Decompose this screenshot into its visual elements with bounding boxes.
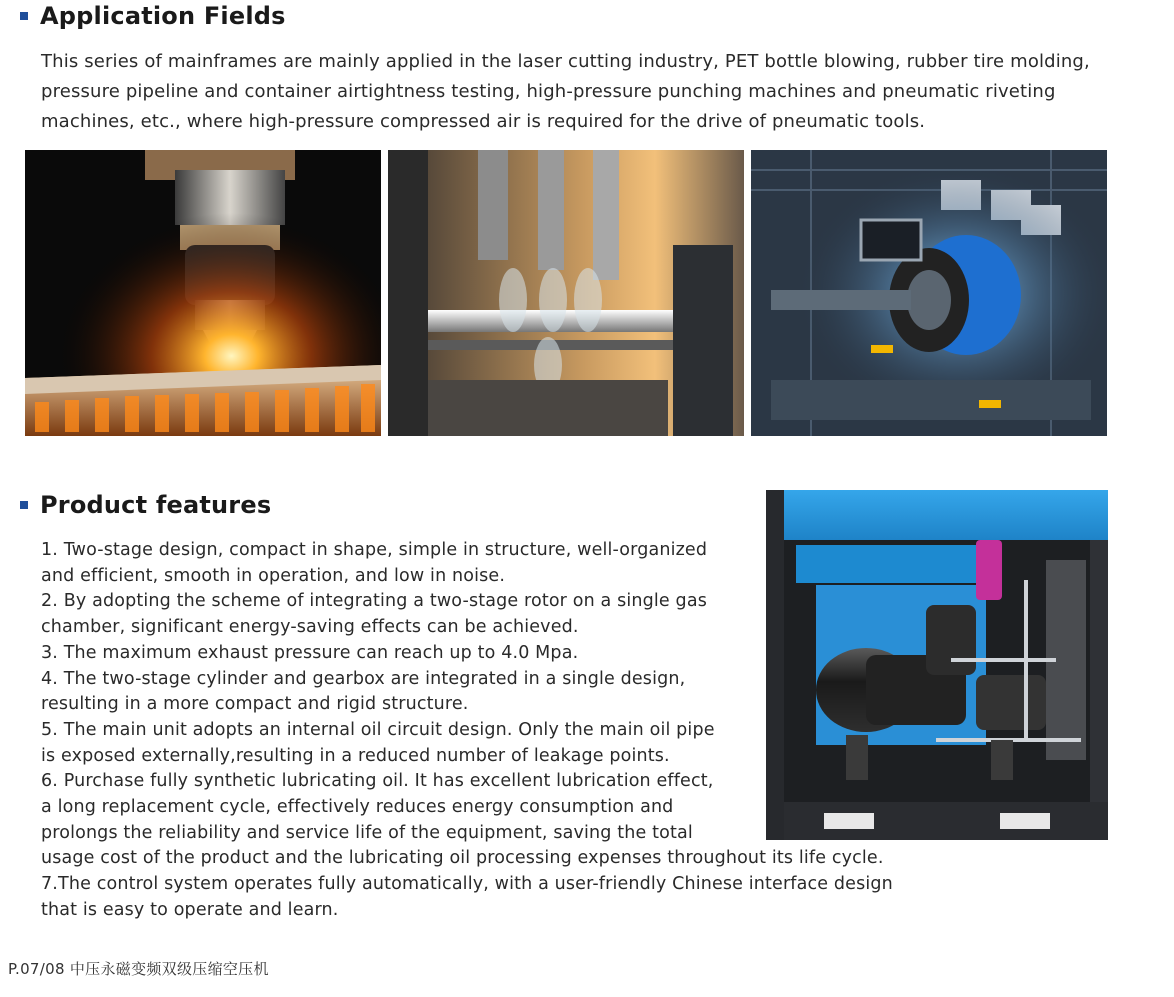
feature-line: and efficient, smooth in operation, and low in noise. — [41, 565, 506, 586]
feature-line: 4. The two-stage cylinder and gearbox are integrated in a single design, — [41, 668, 686, 689]
tire-molding-photo — [751, 150, 1107, 436]
feature-line: 7.The control system operates fully automatically, with a user-friendly Chinese interface design — [41, 874, 893, 895]
feature-line: that is easy to operate and learn. — [41, 899, 339, 920]
application-line: pressure pipeline and container airtightness testing, high-pressure punching machines and pneumatic riveting — [41, 81, 1056, 102]
application-description — [41, 47, 1090, 137]
laser-cutting-photo — [25, 150, 381, 436]
feature-line: chamber, significant energy-saving effects can be achieved. — [41, 617, 579, 638]
square-bullet-icon — [20, 501, 28, 509]
square-bullet-icon — [20, 12, 28, 20]
application-line: machines, etc., where high-pressure compressed air is required for the drive of pneumatic tools. — [41, 111, 926, 132]
pet-bottle-blowing-photo — [388, 150, 744, 436]
page-footer: P.07/08 中压永磁变频双级压缩空压机 — [8, 960, 269, 978]
feature-line: usage cost of the product and the lubricating oil processing expenses throughout its life cycle. — [41, 848, 884, 869]
feature-line: 1. Two-stage design, compact in shape, simple in structure, well-organized — [41, 540, 708, 560]
product-features-title: Product features — [40, 491, 272, 519]
product-features-heading — [20, 491, 271, 519]
application-fields-title: Application Fields — [40, 2, 286, 30]
feature-line: prolongs the reliability and service life of the equipment, saving the total — [41, 822, 693, 843]
feature-line: 2. By adopting the scheme of integrating a two-stage rotor on a single gas — [41, 591, 707, 612]
compressor-interior-photo — [766, 490, 1108, 840]
application-line: This series of mainframes are mainly applied in the laser cutting industry, PET bottle blowing, rubber tire molding, — [41, 51, 1090, 72]
feature-line: 6. Purchase fully synthetic lubricating oil. It has excellent lubrication effect, — [41, 771, 714, 792]
feature-line: 3. The maximum exhaust pressure can reach up to 4.0 Mpa. — [41, 642, 579, 663]
application-fields-heading — [20, 2, 286, 30]
feature-line: 5. The main unit adopts an internal oil circuit design. Only the main oil pipe — [41, 719, 715, 740]
feature-line: resulting in a more compact and rigid structure. — [41, 694, 469, 715]
feature-line: is exposed externally,resulting in a reduced number of leakage points. — [41, 745, 670, 766]
feature-line: a long replacement cycle, effectively reduces energy consumption and — [41, 797, 674, 818]
